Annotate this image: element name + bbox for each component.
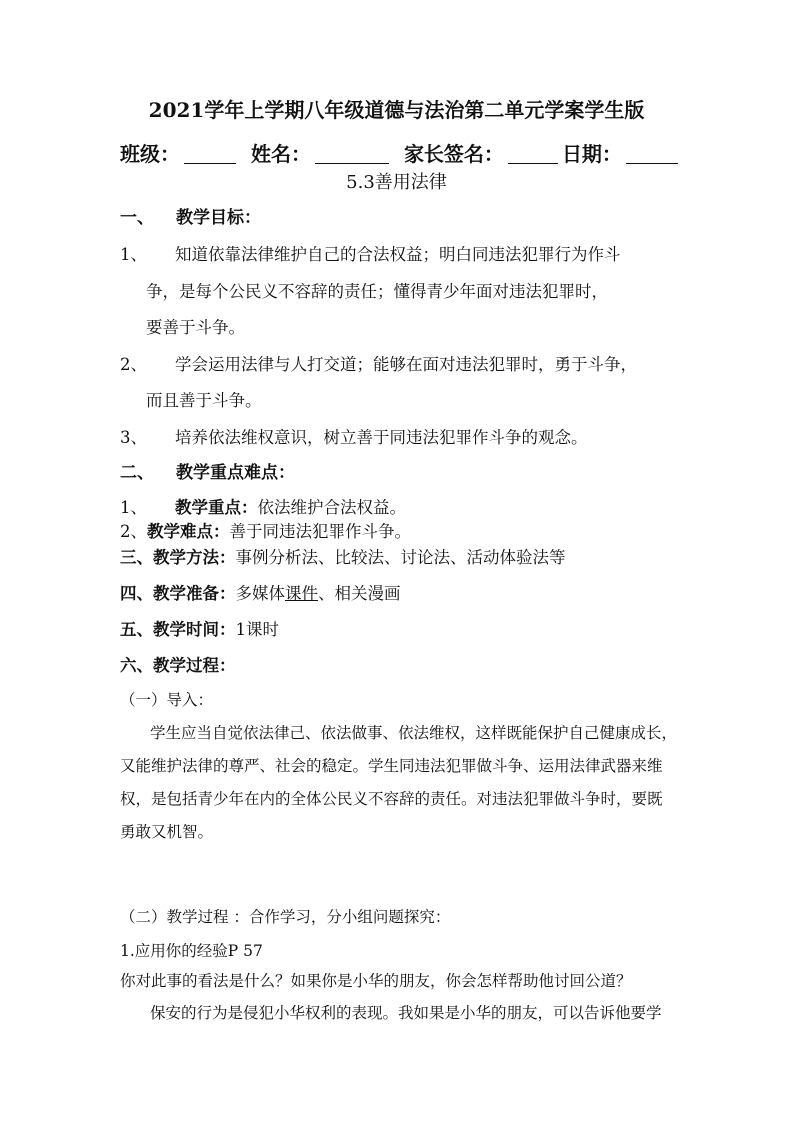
lesson-title: 5.3善用法律 xyxy=(346,172,447,193)
section-label: 四、教学准备： xyxy=(120,584,236,603)
section-text: 多媒体 xyxy=(235,584,285,603)
goal-number: 2、 xyxy=(120,355,147,374)
name-field[interactable] xyxy=(315,145,389,164)
intro-paragraph-line-3: 权，是包括青少年在内的全体公民义不容辞的责任。对违法犯罪做斗争时，要既 xyxy=(120,790,663,808)
section-text-after: 、相关漫画 xyxy=(318,584,401,603)
intro-paragraph-line-1: 学生应当自觉依法律己、依法做事、依法维权，这样既能保护自己健康成长， xyxy=(150,724,678,742)
section-label: 三、教学方法： xyxy=(120,548,236,567)
point-label: 教学难点： xyxy=(147,522,230,541)
document-title: 2021学年上学期八年级道德与法治第二单元学案学生版 xyxy=(148,98,645,122)
point-number: 2、 xyxy=(120,522,147,541)
point-label: 教学重点： xyxy=(175,498,258,517)
key-point-1 xyxy=(120,500,406,517)
class-label: 班级： xyxy=(120,142,180,166)
section-number: 二、 xyxy=(120,463,154,483)
goal-item-3 xyxy=(120,430,588,447)
goal-number: 1、 xyxy=(120,245,147,264)
goal-number: 3、 xyxy=(120,428,147,447)
section-time xyxy=(120,622,279,639)
section-number: 一、 xyxy=(120,208,154,228)
key-point-2 xyxy=(120,524,411,541)
section-goals-heading xyxy=(120,210,261,227)
parent-sign-label: 家长签名： xyxy=(403,142,504,166)
class-field[interactable] xyxy=(184,145,236,164)
section-keypoints-heading xyxy=(120,465,295,482)
date-label: 日期： xyxy=(561,142,622,166)
section-prep xyxy=(120,586,401,603)
goal-item-1-line-3: 要善于斗争。 xyxy=(146,318,245,337)
section-label: 五、教学时间： xyxy=(120,620,236,639)
intro-paragraph-line-4: 勇敢又机智。 xyxy=(120,823,214,841)
goal-item-1-line-2: 争，是每个公民义不容辞的责任；懂得青少年面对违法犯罪时， xyxy=(146,282,608,301)
section-text: 事例分析法、比较法、讨论法、活动体验法等 xyxy=(235,548,566,567)
date-field[interactable] xyxy=(626,145,678,164)
goal-item-2 xyxy=(120,357,637,374)
section-methods xyxy=(120,550,566,567)
intro-label: （一）导入： xyxy=(120,691,214,709)
student-info-row xyxy=(120,144,682,164)
intro-paragraph-line-2: 又能维护法律的尊严、社会的稳定。学生同违法犯罪做斗争、运用法律武器来维 xyxy=(120,757,663,775)
question-text: 你对此事的看法是什么？如果你是小华的朋友，你会怎样帮助他讨回公道？ xyxy=(120,972,632,990)
point-text: 依法维护合法权益。 xyxy=(257,498,406,517)
activity-1-title: 1.应用你的经验P 57 xyxy=(120,942,263,960)
section-process-heading: 六、教学过程： xyxy=(120,656,236,675)
point-text: 善于同违法犯罪作斗争。 xyxy=(229,522,411,541)
section-text: 1课时 xyxy=(235,620,279,639)
answer-text: 保安的行为是侵犯小华权利的表现。我如果是小华的朋友，可以告诉他要学 xyxy=(150,1004,662,1022)
parent-sign-field[interactable] xyxy=(508,145,558,164)
goal-text: 培养依法维权意识，树立善于同违法犯罪作斗争的观念。 xyxy=(175,428,588,447)
name-label: 姓名： xyxy=(250,142,311,166)
courseware-link[interactable]: 课件 xyxy=(285,584,318,603)
goal-item-1 xyxy=(120,247,621,264)
goal-text: 学会运用法律与人打交道；能够在面对违法犯罪时，勇于斗争， xyxy=(175,355,637,374)
goal-text: 知道依靠法律维护自己的合法权益；明白同违法犯罪行为作斗 xyxy=(175,245,621,264)
section-label: 教学重点难点： xyxy=(176,463,295,483)
goal-item-2-line-2: 而且善于斗争。 xyxy=(146,391,262,410)
section-label: 教学目标： xyxy=(176,208,261,228)
teaching-process-label: （二）教学过程 ：合作学习，分小组问题探究： xyxy=(120,908,451,926)
point-number: 1、 xyxy=(120,498,147,517)
